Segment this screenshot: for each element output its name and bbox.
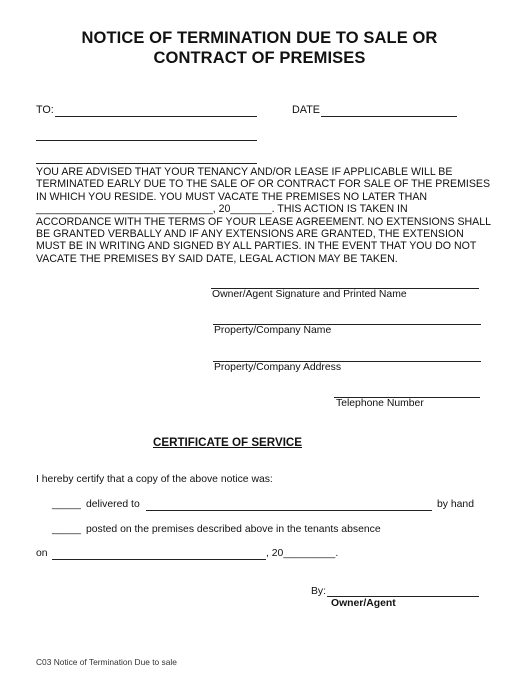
by-label: By: <box>311 586 327 597</box>
address-field-line-2[interactable] <box>36 163 257 164</box>
date-field-line[interactable] <box>321 116 457 117</box>
notice-line-6: BE GRANTED VERBALLY AND IF ANY EXTENSIONS ARE GRANTED, THE EXTENSION <box>36 228 464 241</box>
property-address-label: Property/Company Address <box>214 362 342 373</box>
document-title-line2: CONTRACT OF PREMISES <box>153 49 366 67</box>
notice-line-1: YOU ARE ADVISED THAT YOUR TENANCY AND/OR LEASE IF APPLICABLE WILL BE <box>36 166 453 178</box>
by-signature-line[interactable] <box>327 596 479 597</box>
telephone-label: Telephone Number <box>336 398 424 409</box>
delivered-to-line[interactable] <box>146 510 432 511</box>
notice-line-4: ______________________________, 20_______. THIS ACTION IS TAKEN IN <box>36 203 408 216</box>
notice-paragraph <box>36 166 491 265</box>
owner-agent-label: Owner/Agent <box>331 598 396 609</box>
to-field-line[interactable] <box>55 116 257 117</box>
service-date-line[interactable] <box>52 559 266 560</box>
posted-blank[interactable]: _____ <box>52 524 81 535</box>
property-name-label: Property/Company Name <box>214 325 332 336</box>
notice-line-5: ACCORDANCE WITH THE TERMS OF YOUR LEASE AGREEMENT. NO EXTENSIONS SHALL <box>36 215 492 228</box>
notice-line-8: VACATE THE PREMISES BY SAID DATE, LEGAL ACTION MAY BE TAKEN. <box>36 252 398 265</box>
footer-form-id: C03 Notice of Termination Due to sale <box>36 657 177 667</box>
service-year[interactable]: , 20_________. <box>266 548 339 559</box>
date-label: DATE <box>292 104 320 116</box>
certificate-heading: CERTIFICATE OF SERVICE <box>153 436 303 449</box>
notice-line-2: TERMINATED EARLY DUE TO THE SALE OF OR CONTRACT FOR SALE OF THE PREMISES <box>36 178 491 191</box>
document-title-line1: NOTICE OF TERMINATION DUE TO SALE OR <box>81 29 438 47</box>
to-label: TO: <box>36 104 54 116</box>
posted-label: posted on the premises described above in the tenants absence <box>86 524 381 535</box>
by-hand-label: by hand <box>437 499 474 510</box>
notice-line-3: IN WHICH YOU RESIDE. YOU MUST VACATE THE PREMISES NO LATER THAN <box>36 190 428 203</box>
delivered-label: delivered to <box>86 499 140 510</box>
certificate-intro: I hereby certify that a copy of the above notice was: <box>36 474 273 485</box>
address-field-line-1[interactable] <box>36 140 257 141</box>
notice-line-7: MUST BE IN WRITING AND SIGNED BY ALL PARTIES. IN THE EVENT THAT YOU DO NOT <box>36 240 477 253</box>
owner-signature-label: Owner/Agent Signature and Printed Name <box>212 289 407 300</box>
on-label: on <box>36 548 48 559</box>
delivered-blank[interactable]: _____ <box>52 499 81 510</box>
